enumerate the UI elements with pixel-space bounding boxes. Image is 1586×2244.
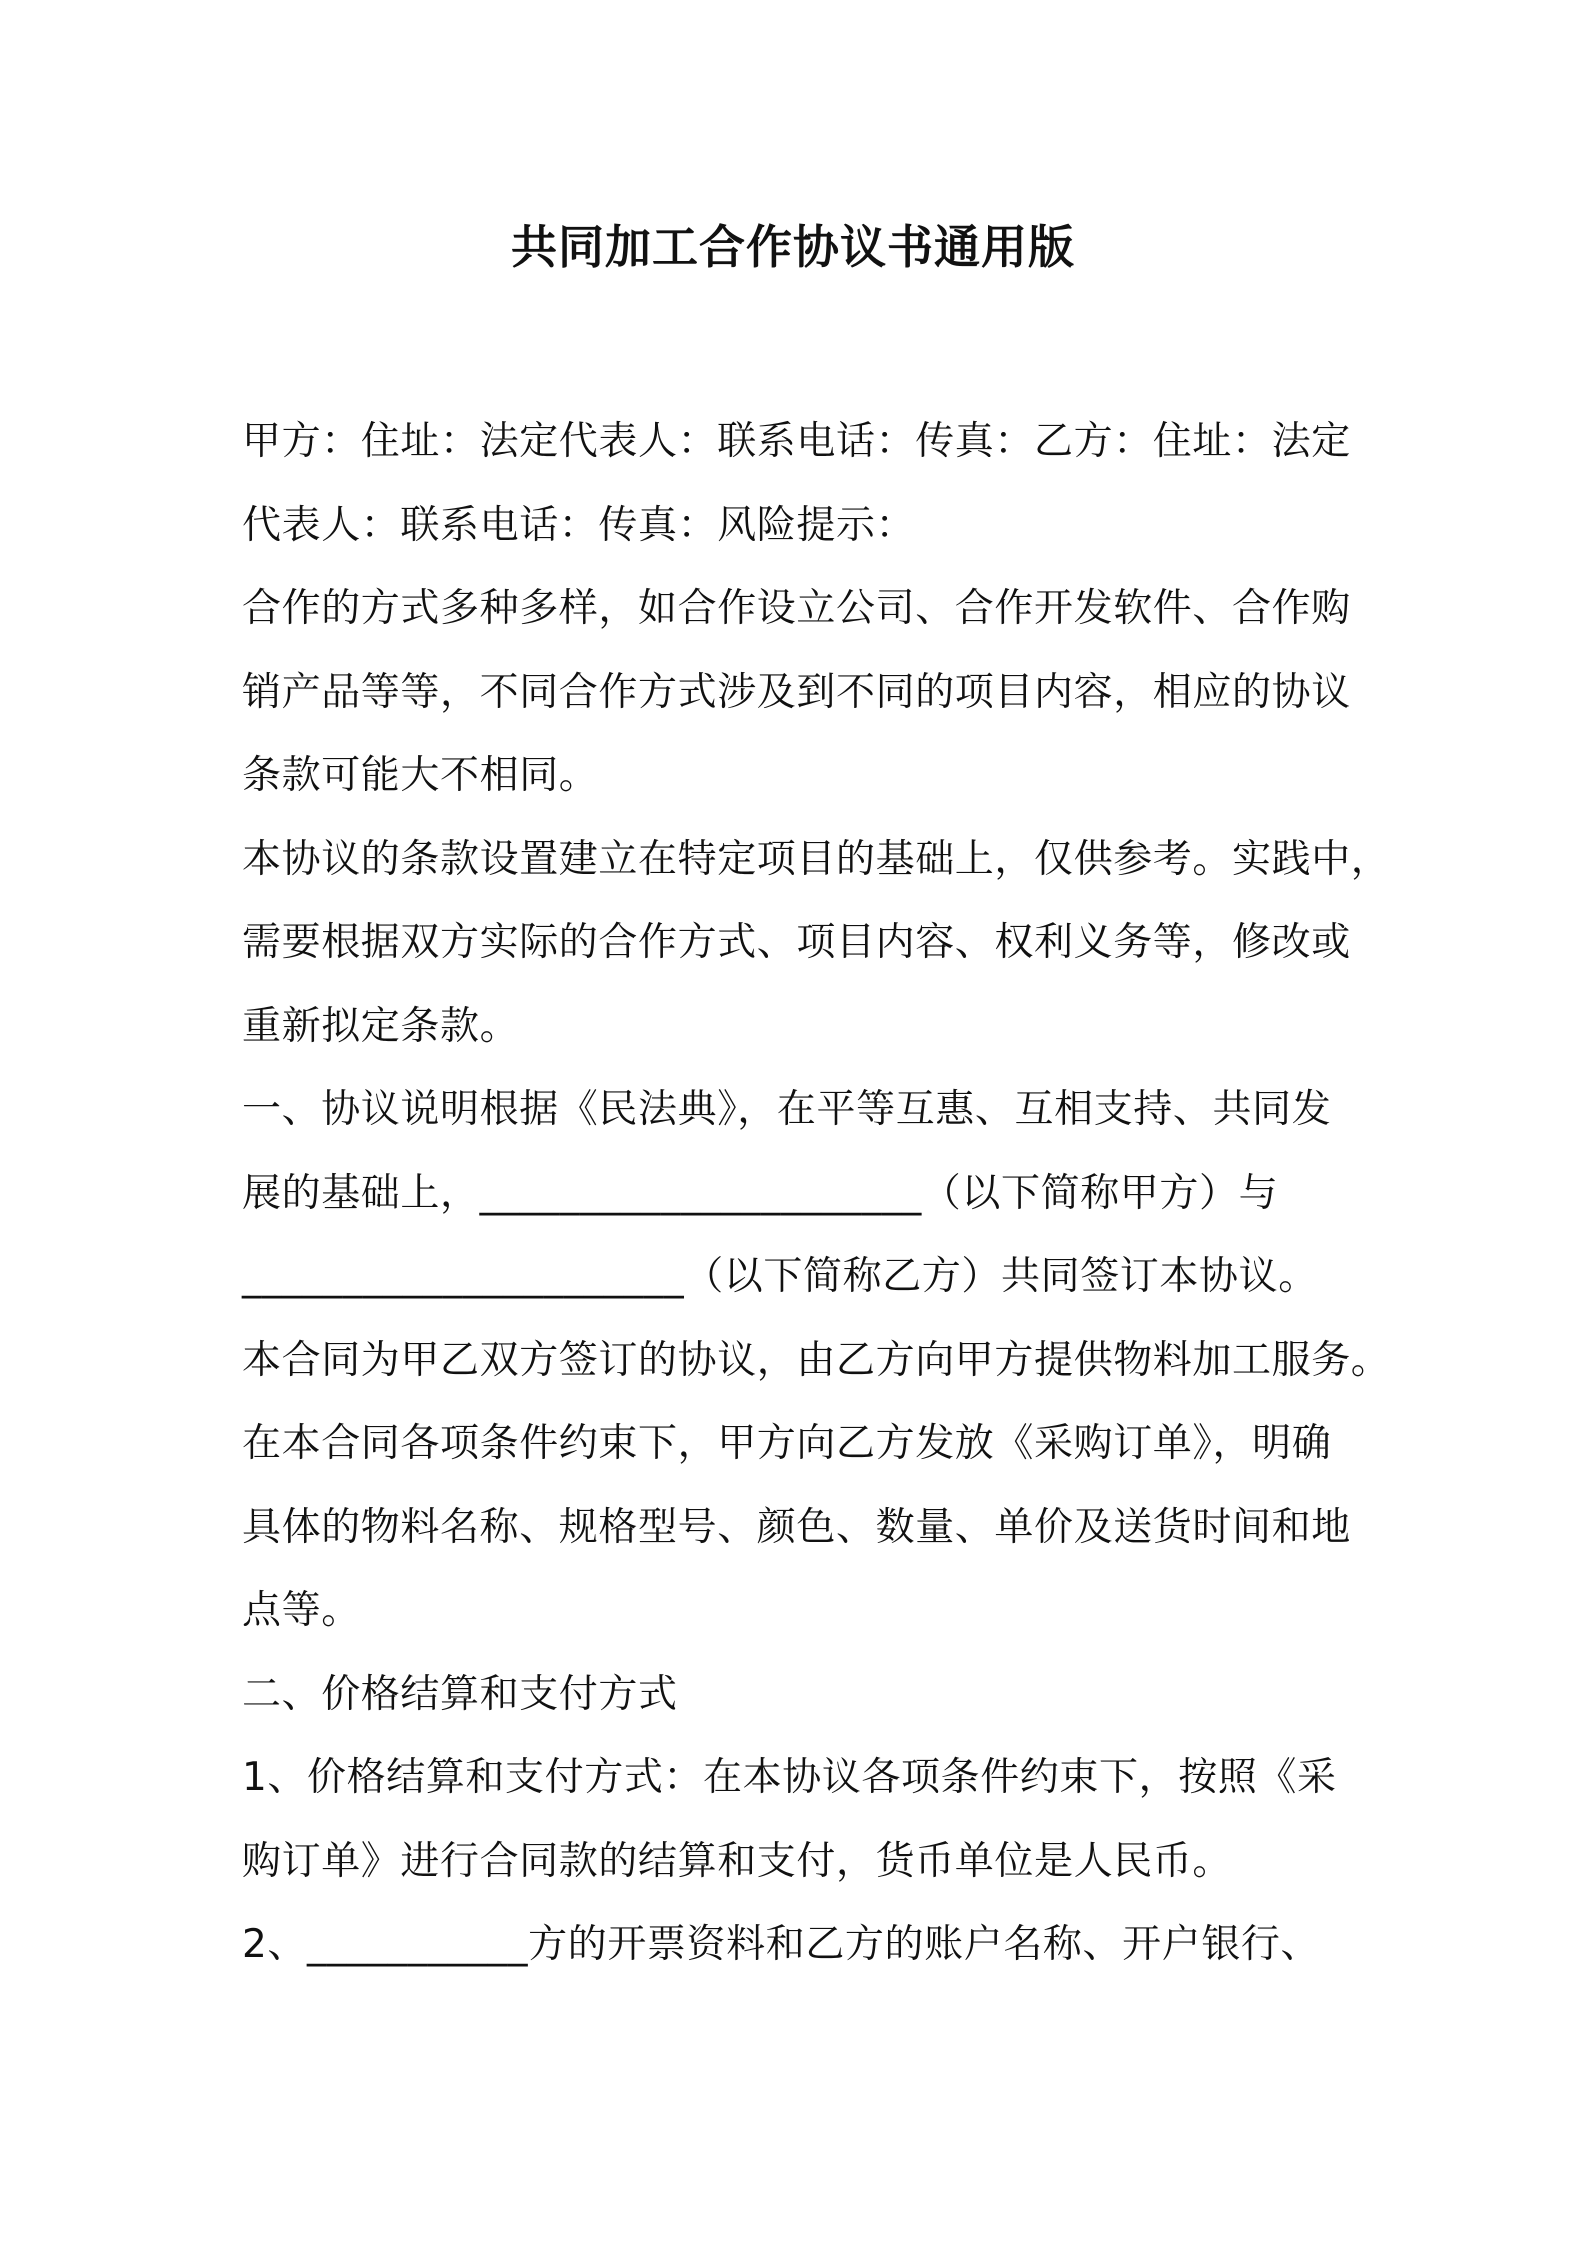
document-body (242, 400, 1391, 1987)
document-title: 共同加工合作协议书通用版 (511, 220, 1075, 274)
body-line: 二、价格结算和支付方式 (242, 1671, 678, 1717)
body-line: 具体的物料名称、规格型号、颜色、数量、单价及送货时间和地 (242, 1504, 1351, 1550)
body-line: 销产品等等，不同合作方式涉及到不同的项目内容，相应的协议 (242, 669, 1351, 715)
body-line: 2、___________方的开票资料和乙方的账户名称、开户银行、 (242, 1922, 1321, 1967)
body-line: 点等。 (242, 1588, 361, 1633)
body-line: 在本合同各项条件约束下，甲方向乙方发放《采购订单》，明确 (242, 1421, 1332, 1466)
body-line: 甲方：住址：法定代表人：联系电话：传真：乙方：住址：法定 (242, 419, 1351, 464)
body-line: 一、协议说明根据《民法典》，在平等互惠、互相支持、共同发 (242, 1087, 1332, 1132)
body-line: 代表人：联系电话：传真：风险提示： (242, 502, 916, 548)
body-line: 展的基础上，______________________（以下简称甲方）与 (242, 1170, 1279, 1216)
body-line: 本协议的条款设置建立在特定项目的基础上，仅供参考。实践中， (242, 836, 1391, 882)
body-line: 需要根据双方实际的合作方式、项目内容、权利义务等，修改或 (242, 920, 1351, 965)
body-line: ______________________（以下简称乙方）共同签订本协议。 (242, 1254, 1318, 1299)
body-line: 1、价格结算和支付方式：在本协议各项条件约束下，按照《采 (242, 1755, 1337, 1800)
body-line: 本合同为甲乙双方签订的协议，由乙方向甲方提供物料加工服务。 (242, 1337, 1391, 1383)
body-line: 购订单》进行合同款的结算和支付，货币单位是人民币。 (242, 1838, 1233, 1884)
body-line: 条款可能大不相同。 (242, 753, 599, 798)
body-line: 重新拟定条款。 (242, 1003, 520, 1049)
body-line: 合作的方式多种多样，如合作设立公司、合作开发软件、合作购 (242, 586, 1351, 631)
